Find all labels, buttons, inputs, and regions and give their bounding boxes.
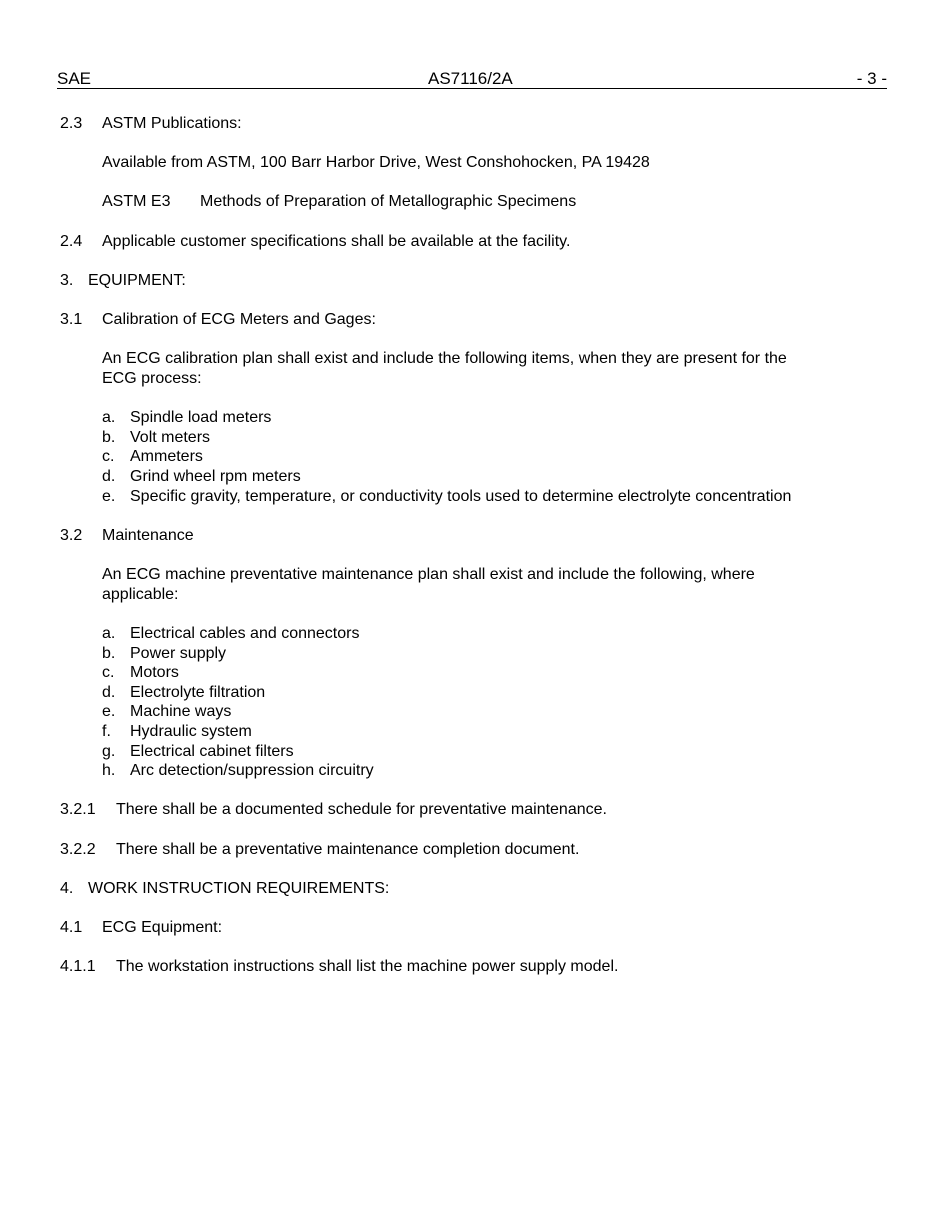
section-3-2-1-text: There shall be a documented schedule for preventative maintenance. [116, 801, 607, 818]
page-header [57, 69, 887, 89]
section-4-1-title: ECG Equipment: [102, 919, 223, 936]
section-4-title: WORK INSTRUCTION REQUIREMENTS: [88, 880, 390, 897]
list-item: Electrical cabinet filters [130, 743, 294, 760]
list-item: Specific gravity, temperature, or conductivity tools used to determine electrolyte concentration [130, 488, 792, 505]
list-item: Grind wheel rpm meters [130, 468, 301, 485]
section-4-number: 4. [60, 880, 74, 897]
list-item: Power supply [130, 645, 227, 662]
header-org: SAE [57, 69, 92, 88]
section-4-1-number: 4.1 [60, 919, 83, 936]
section-4-1-1-number: 4.1.1 [60, 958, 96, 975]
section-2-4-text: Applicable customer specifications shall be available at the facility. [102, 233, 571, 250]
astm-ref-title: Methods of Preparation of Metallographic Specimens [200, 193, 577, 210]
section-3-2-number: 3.2 [60, 527, 83, 544]
list-item-letter: c. [102, 448, 115, 465]
section-2-3-number: 2.3 [60, 115, 83, 132]
list-item-letter: c. [102, 664, 115, 681]
list-item: Electrical cables and connectors [130, 625, 360, 642]
section-3-2-title: Maintenance [102, 527, 194, 544]
list-item-letter: f. [102, 723, 111, 740]
astm-availability: Available from ASTM, 100 Barr Harbor Drive, West Conshohocken, PA 19428 [102, 154, 650, 171]
list-item: Hydraulic system [130, 723, 252, 740]
section-3-2-paragraph-line-1: An ECG machine preventative maintenance plan shall exist and include the following, where [102, 566, 755, 583]
section-3-2-2-text: There shall be a preventative maintenance completion document. [116, 841, 580, 858]
section-3-1-paragraph-line-2: ECG process: [102, 370, 202, 387]
astm-ref-code: ASTM E3 [102, 193, 171, 210]
list-item: Motors [130, 664, 179, 681]
section-3-1-title: Calibration of ECG Meters and Gages: [102, 311, 376, 328]
list-item: Machine ways [130, 703, 232, 720]
section-3-number: 3. [60, 272, 74, 289]
list-item-letter: b. [102, 645, 116, 662]
list-item: Spindle load meters [130, 409, 272, 426]
list-item-letter: b. [102, 429, 116, 446]
section-2-3-title: ASTM Publications: [102, 115, 242, 132]
section-2-4-number: 2.4 [60, 233, 83, 250]
list-item-letter: e. [102, 703, 116, 720]
list-item: Arc detection/suppression circuitry [130, 762, 374, 779]
section-3-title: EQUIPMENT: [88, 272, 186, 289]
section-3-2-paragraph-line-2: applicable: [102, 586, 179, 603]
list-item: Ammeters [130, 448, 203, 465]
header-page-number: - 3 - [856, 69, 887, 88]
list-item-letter: a. [102, 409, 116, 426]
list-item-letter: g. [102, 743, 116, 760]
list-item: Electrolyte filtration [130, 684, 266, 701]
section-3-1-paragraph-line-1: An ECG calibration plan shall exist and include the following items, when they are present for the [102, 350, 787, 367]
section-4-1-1-text: The workstation instructions shall list the machine power supply model. [116, 958, 619, 975]
section-3-1-number: 3.1 [60, 311, 83, 328]
list-item-letter: d. [102, 468, 116, 485]
list-item-letter: e. [102, 488, 116, 505]
list-item: Volt meters [130, 429, 211, 446]
list-item-letter: h. [102, 762, 116, 779]
section-3-2-2-number: 3.2.2 [60, 841, 96, 858]
header-doc-number: AS7116/2A [428, 69, 513, 88]
list-item-letter: a. [102, 625, 116, 642]
list-item-letter: d. [102, 684, 116, 701]
section-3-2-1-number: 3.2.1 [60, 801, 96, 818]
